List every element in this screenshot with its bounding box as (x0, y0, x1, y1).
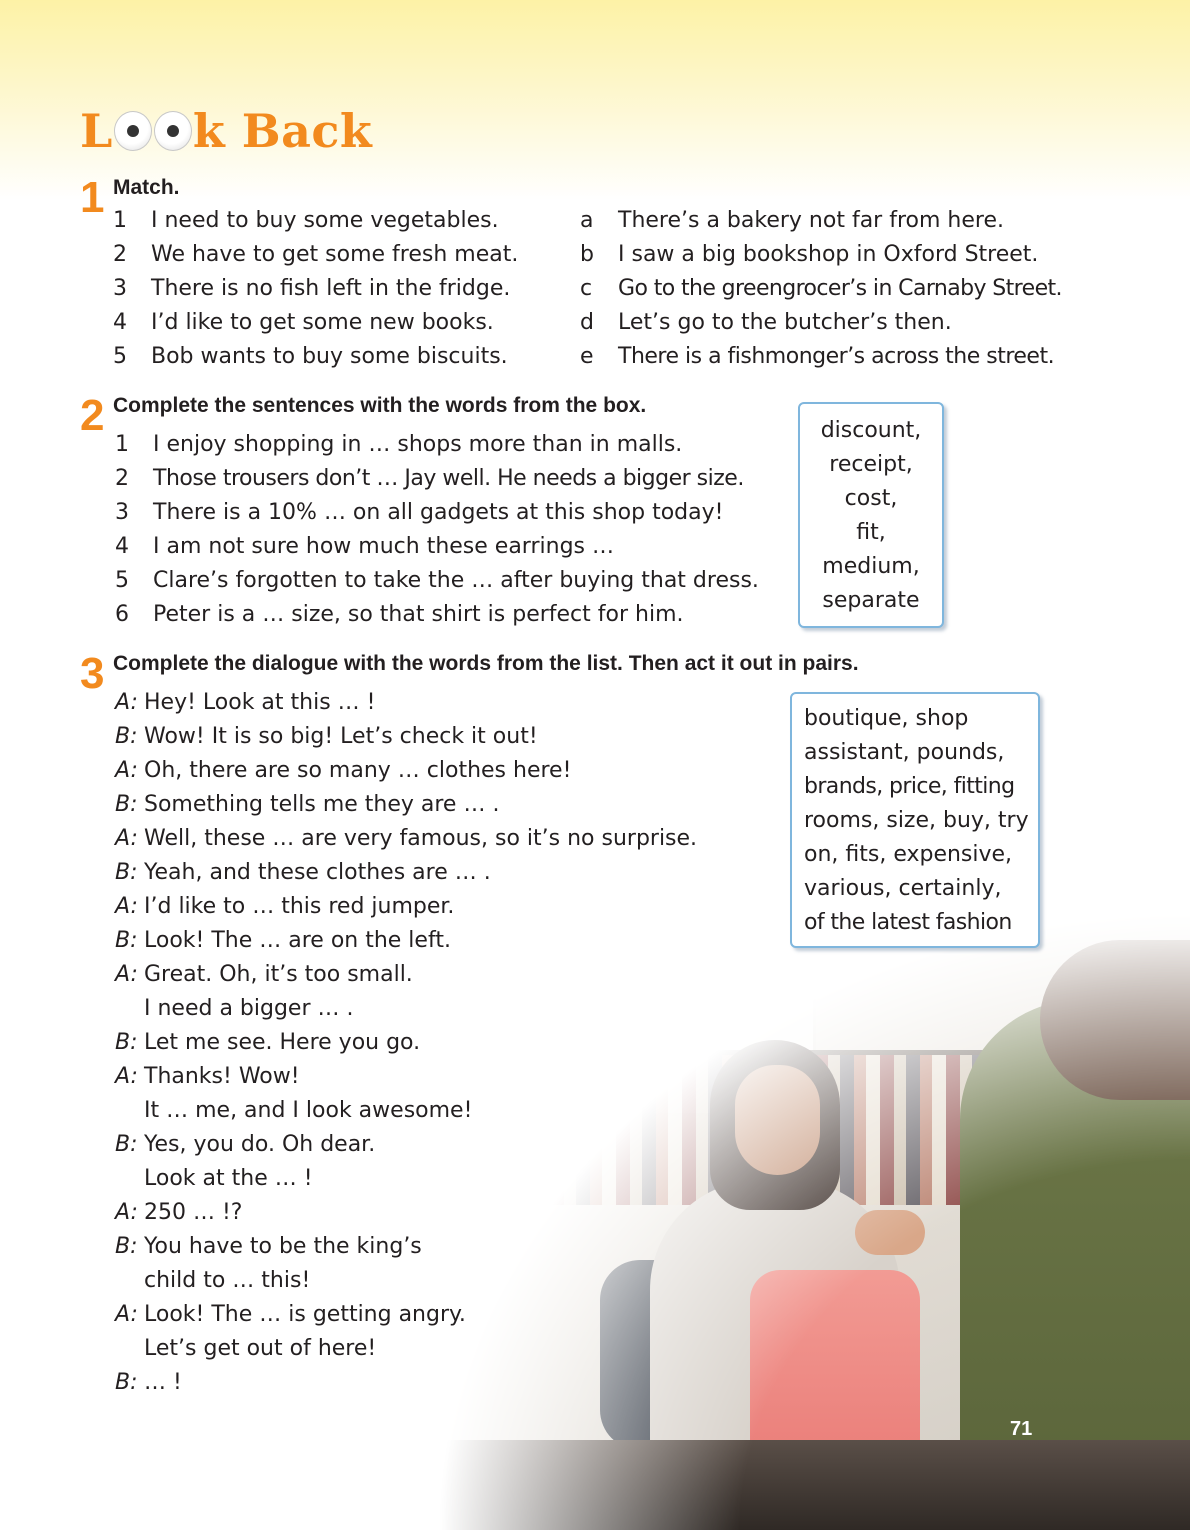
item-text: Bob wants to buy some biscuits. (151, 344, 508, 369)
dialogue-text: 250 … !? (144, 1200, 243, 1225)
dialogue-text: Look at the … ! (144, 1166, 313, 1191)
dialogue-text: Let’s get out of here! (144, 1336, 377, 1361)
item-text: I’d like to get some new books. (151, 310, 494, 335)
speaker-label: B: (115, 860, 138, 885)
dialogue-line (115, 822, 697, 856)
word-box-line: on, fits, expensive, (804, 842, 1013, 867)
dialogue-text: I need a bigger … . (144, 996, 354, 1021)
item-text: Go to the greengrocer’s in Carnaby Street. (618, 276, 1062, 301)
word-box-line: cost, (844, 486, 898, 511)
dialogue-line (115, 1094, 472, 1128)
word-box-line: of the latest fashion (804, 910, 1012, 935)
exercise-1-number: 1 (80, 173, 105, 222)
dialogue-text: Yes, you do. Oh dear. (144, 1132, 376, 1157)
speaker-label: A: (115, 758, 138, 783)
speaker-label: B: (115, 724, 138, 749)
exercise-2-instruction: Complete the sentences with the words from the box. (113, 394, 647, 417)
item-text: There is no fish left in the fridge. (151, 276, 511, 301)
item-text: I am not sure how much these earrings … (153, 534, 614, 559)
title-first-letter: L (80, 104, 113, 158)
dialogue-line (115, 788, 499, 822)
item-letter: c (580, 276, 593, 301)
list-item (580, 204, 1004, 238)
shop-photo (400, 880, 1190, 1530)
list-item (115, 462, 744, 496)
list-item (580, 238, 1038, 272)
dialogue-line (115, 890, 454, 924)
dialogue-text: Thanks! Wow! (144, 1064, 300, 1089)
page-number: 71 (1010, 1418, 1033, 1440)
dialogue-line (115, 720, 538, 754)
dialogue-line (115, 754, 571, 788)
dialogue-line (115, 1162, 313, 1196)
title-rest: k Back (192, 104, 373, 158)
word-box-3 (790, 692, 1040, 948)
page-title (80, 104, 372, 158)
list-item (115, 428, 682, 462)
dialogue-text: I’d like to … this red jumper. (144, 894, 455, 919)
exercise-1-instruction: Match. (113, 176, 180, 199)
word-box-2 (798, 402, 944, 628)
speaker-label: B: (115, 1132, 138, 1157)
dialogue-line (115, 1332, 376, 1366)
word-box-line: fit, (856, 520, 886, 545)
dialogue-line (115, 958, 413, 992)
item-text: Let’s go to the butcher’s then. (618, 310, 952, 335)
item-number: 1 (115, 432, 129, 457)
dialogue-text: Great. Oh, it’s too small. (144, 962, 413, 987)
item-text: Clare’s forgotten to take the … after buying that dress. (153, 568, 759, 593)
item-number: 1 (113, 208, 127, 233)
dialogue-text: Look! The … is getting angry. (144, 1302, 466, 1327)
speaker-label: A: (115, 690, 138, 715)
dialogue-line (115, 856, 491, 890)
word-box-line: receipt, (829, 452, 913, 477)
item-number: 2 (113, 242, 127, 267)
speaker-label: A: (115, 1302, 138, 1327)
word-box-line: discount, (820, 418, 922, 443)
speaker-label: B: (115, 928, 138, 953)
item-letter: d (580, 310, 594, 335)
eye-icon (154, 111, 192, 151)
dialogue-text: Something tells me they are … . (144, 792, 500, 817)
word-box-line: boutique, shop (804, 706, 969, 731)
dialogue-line (115, 1128, 375, 1162)
item-text: Those trousers don’t … Jay well. He needs a bigger size. (153, 466, 744, 491)
word-box-line: assistant, pounds, (804, 740, 1005, 765)
dialogue-text: You have to be the king’s (144, 1234, 422, 1259)
speaker-label: B: (115, 1234, 138, 1259)
dialogue-text: It … me, and I look awesome! (144, 1098, 473, 1123)
dialogue-line (115, 1366, 182, 1400)
word-box-line: separate (822, 588, 920, 613)
list-item (113, 272, 510, 306)
item-number: 2 (115, 466, 129, 491)
list-item (115, 496, 723, 530)
list-item (580, 272, 1062, 306)
speaker-label: A: (115, 962, 138, 987)
dialogue-line (115, 1026, 420, 1060)
dialogue-text: Hey! Look at this … ! (144, 690, 376, 715)
dialogue-line (115, 992, 354, 1026)
item-text: There’s a bakery not far from here. (618, 208, 1004, 233)
exercise-3-number: 3 (80, 649, 105, 698)
list-item (113, 204, 499, 238)
dialogue-line (115, 1060, 300, 1094)
speaker-label: B: (115, 1030, 138, 1055)
word-box-line: various, certainly, (804, 876, 1002, 901)
dialogue-text: Look! The … are on the left. (144, 928, 451, 953)
word-box-line: brands, price, fitting (804, 774, 1015, 799)
item-number: 5 (113, 344, 127, 369)
dialogue-text: Wow! It is so big! Let’s check it out! (144, 724, 538, 749)
speaker-label: A: (115, 1064, 138, 1089)
list-item (580, 340, 1054, 374)
list-item (113, 238, 518, 272)
word-box-line: medium, (822, 554, 920, 579)
item-number: 4 (113, 310, 127, 335)
item-text: There is a fishmonger’s across the street. (618, 344, 1055, 369)
exercise-2-number: 2 (80, 391, 105, 440)
dialogue-text: Yeah, and these clothes are … . (144, 860, 491, 885)
dialogue-text: … ! (144, 1370, 182, 1395)
item-text: There is a 10% … on all gadgets at this shop today! (153, 500, 724, 525)
item-text: I saw a big bookshop in Oxford Street. (618, 242, 1039, 267)
item-text: I enjoy shopping in … shops more than in malls. (153, 432, 683, 457)
list-item (115, 564, 759, 598)
item-letter: a (580, 208, 594, 233)
dialogue-line (115, 1196, 242, 1230)
dialogue-text: Let me see. Here you go. (144, 1030, 421, 1055)
item-number: 3 (115, 500, 129, 525)
list-item (113, 306, 494, 340)
item-number: 6 (115, 602, 129, 627)
header-background (0, 0, 1190, 200)
item-letter: e (580, 344, 594, 369)
dialogue-line (115, 1298, 466, 1332)
speaker-label: B: (115, 792, 138, 817)
item-number: 5 (115, 568, 129, 593)
speaker-label: A: (115, 826, 138, 851)
item-letter: b (580, 242, 594, 267)
word-box-line: rooms, size, buy, try (804, 808, 1029, 833)
speaker-label: A: (115, 894, 138, 919)
eye-icon (114, 111, 152, 151)
item-number: 3 (113, 276, 127, 301)
dialogue-text: Oh, there are so many … clothes here! (144, 758, 572, 783)
item-text: I need to buy some vegetables. (151, 208, 499, 233)
exercise-3-instruction: Complete the dialogue with the words from the list. Then act it out in pairs. (113, 652, 859, 675)
speaker-label: B: (115, 1370, 138, 1395)
dialogue-line (115, 924, 451, 958)
list-item (113, 340, 508, 374)
dialogue-line (115, 1230, 422, 1264)
list-item (115, 530, 614, 564)
item-text: Peter is a … size, so that shirt is perfect for him. (153, 602, 684, 627)
dialogue-text: child to … this! (144, 1268, 311, 1293)
dialogue-line (115, 686, 375, 720)
speaker-label: A: (115, 1200, 138, 1225)
dialogue-text: Well, these … are very famous, so it’s no surprise. (144, 826, 698, 851)
list-item (115, 598, 684, 632)
item-number: 4 (115, 534, 129, 559)
dialogue-line (115, 1264, 310, 1298)
item-text: We have to get some fresh meat. (151, 242, 519, 267)
list-item (580, 306, 952, 340)
